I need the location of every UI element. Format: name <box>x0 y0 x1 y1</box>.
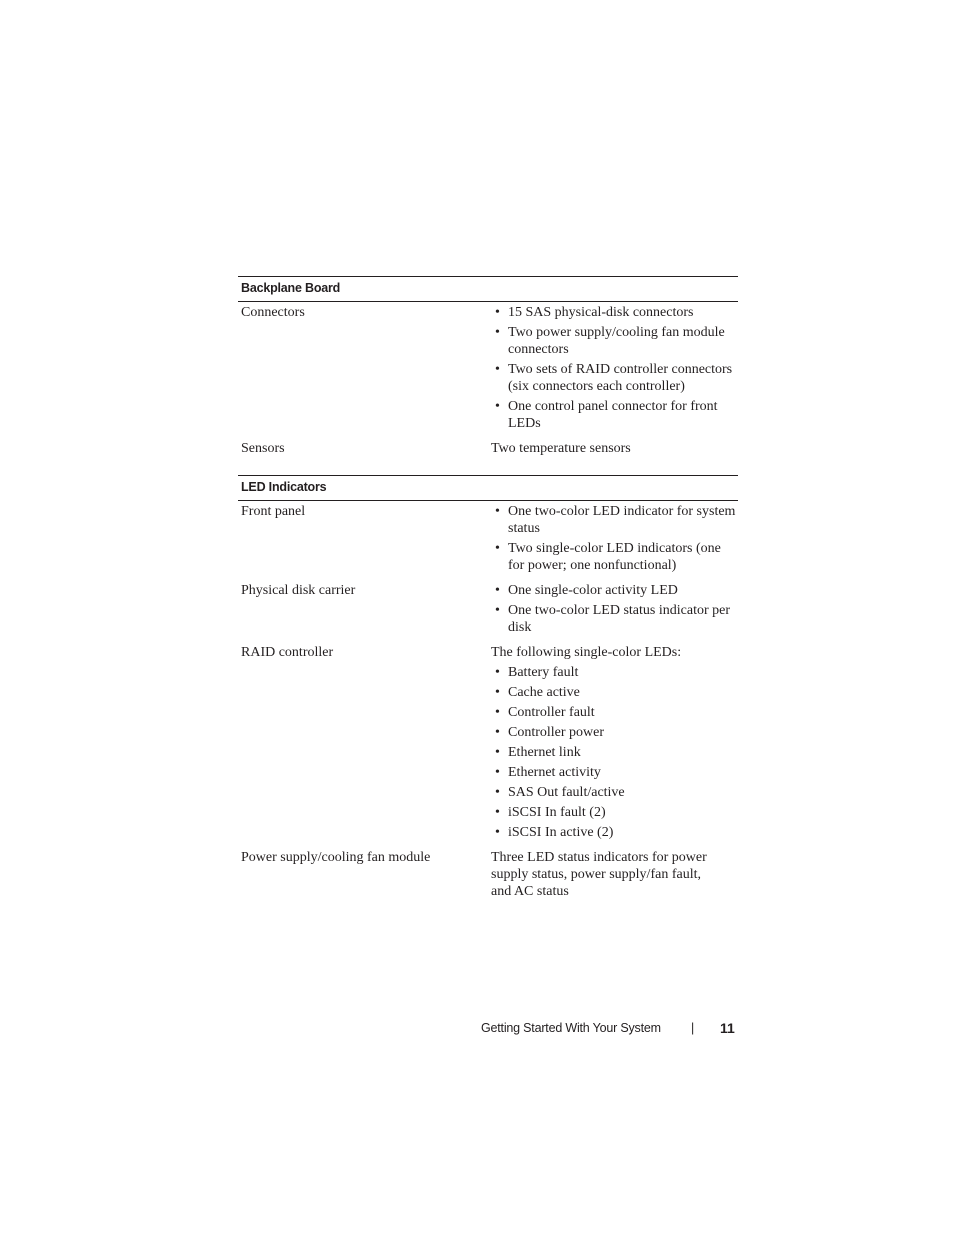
list-item: • Controller fault <box>491 704 736 721</box>
spec-label: RAID controller <box>241 645 334 660</box>
spec-value <box>491 644 738 841</box>
page-footer <box>480 1018 736 1038</box>
spec-intro-text: The following single-color LEDs: <box>491 645 682 660</box>
bullet-list <box>491 664 736 841</box>
list-item: • Ethernet link <box>491 744 736 761</box>
spec-row-connectors <box>238 304 738 432</box>
list-item: • One single-color activity LED <box>491 582 736 599</box>
spec-label: Power supply/cooling fan module <box>241 850 431 865</box>
list-item: • iSCSI In active (2) <box>491 824 736 841</box>
spec-row-sensors <box>238 440 738 457</box>
list-item: • 15 SAS physical-disk connectors <box>491 304 736 321</box>
spec-label: Physical disk carrier <box>241 583 356 598</box>
spec-label: Front panel <box>241 504 306 519</box>
spec-value: Three LED status indicators for power supply status, power supply/fan fault, and AC status <box>491 850 707 899</box>
spec-value: Two temperature sensors <box>491 441 631 456</box>
list-item: • Cache active <box>491 684 736 701</box>
spec-label: Connectors <box>241 305 305 320</box>
list-item: • One two-color LED status indicator per disk <box>491 602 736 636</box>
spec-row-front-panel <box>238 503 738 574</box>
spec-row-physical-disk-carrier <box>238 582 738 636</box>
list-item: • One control panel connector for front LEDs <box>491 398 736 432</box>
spec-row-power-supply <box>238 849 738 900</box>
spec-table <box>238 276 738 900</box>
list-item: • One two-color LED indicator for system status <box>491 503 736 537</box>
list-item: • Battery fault <box>491 664 736 681</box>
spec-value <box>491 503 738 574</box>
spec-label: Sensors <box>241 441 285 456</box>
section-heading-backplane-board: Backplane Board <box>238 276 738 302</box>
spec-value <box>491 304 738 432</box>
list-item: • Two sets of RAID controller connectors (six connectors each controller) <box>491 361 736 395</box>
list-item: • Two single-color LED indicators (one for power; one nonfunctional) <box>491 540 736 574</box>
footer-title: Getting Started With Your System <box>481 1021 661 1035</box>
list-item: • SAS Out fault/active <box>491 784 736 801</box>
bullet-list <box>491 582 736 636</box>
list-item: • Controller power <box>491 724 736 741</box>
list-item: • iSCSI In fault (2) <box>491 804 736 821</box>
footer-separator: | <box>691 1021 695 1035</box>
section-heading-led-indicators: LED Indicators <box>238 475 738 501</box>
bullet-list <box>491 304 736 432</box>
spec-row-raid-controller <box>238 644 738 841</box>
bullet-list <box>491 503 736 574</box>
section-rows-led-indicators <box>238 501 738 900</box>
list-item: • Two power supply/cooling fan module connectors <box>491 324 736 358</box>
list-item: • Ethernet activity <box>491 764 736 781</box>
page-number: 11 <box>720 1020 735 1036</box>
section-rows-backplane-board <box>238 302 738 457</box>
spec-value <box>491 582 738 636</box>
